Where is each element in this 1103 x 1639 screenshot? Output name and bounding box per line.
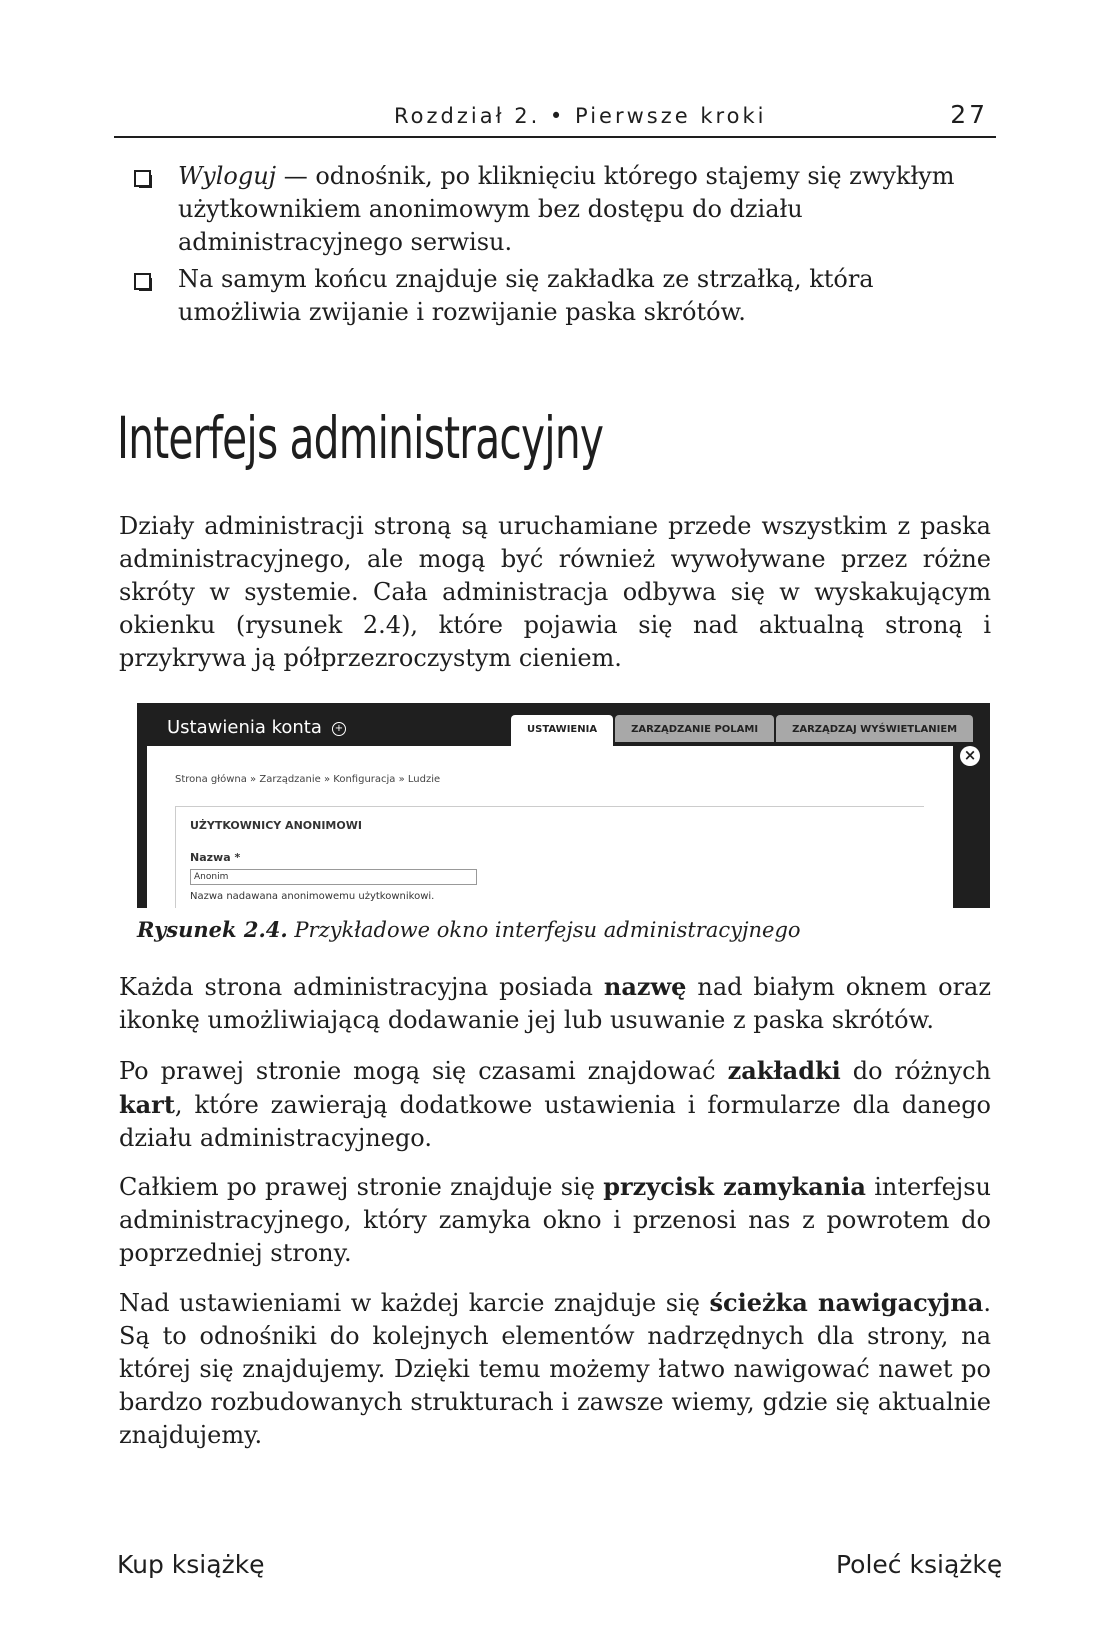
bullet-lead: Wyloguj	[178, 162, 277, 190]
bold-term: kart	[119, 1090, 175, 1119]
fieldset	[175, 806, 924, 908]
breadcrumb: Strona główna » Zarządzanie » Konfiguracja » Ludzie	[175, 774, 441, 785]
running-header	[114, 96, 996, 138]
field-description: Nazwa nadawana anonimowemu użytkownikowi.	[190, 891, 435, 902]
intro-paragraph: Działy administracji stroną są uruchamiane przede wszystkim z paska administracyjnego, ale mogą być również wywoływane przez różne skróty w systemie. Cała administracja odbywa się w wyskakującym okienku (rysunek 2.4), które pojawia się nad aktualną stroną i przykrywa ją półprzezroczystym cieniem.	[119, 512, 991, 672]
tab-settings: USTAWIENIA	[511, 715, 613, 746]
paragraph-text: Całkiem po prawej stronie znajduje się	[119, 1173, 604, 1201]
figure-window-title	[167, 717, 346, 738]
paragraph-text: , które zawierają dodatkowe ustawienia i formularze dla danego działu administracyjnego.	[119, 1091, 991, 1152]
bullet-text: — odnośnik, po kliknięciu którego stajemy się zwykłym użytkownikiem anonimowym bez dostępu do działu administracyjnego serwisu.	[178, 162, 955, 256]
paragraph	[119, 1054, 991, 1155]
bold-term: zakładki	[727, 1056, 841, 1085]
bullet-text: Na samym końcu znajduje się zakładka ze strzałką, która umożliwia zwijanie i rozwijanie paska skrótów.	[178, 265, 874, 326]
paragraph-text: do różnych	[840, 1057, 991, 1085]
caption-label: Rysunek 2.4.	[137, 917, 288, 942]
running-title: Rozdział 2. • Pierwsze kroki	[394, 104, 767, 128]
paragraph	[119, 970, 991, 1037]
bold-term: przycisk zamykania	[603, 1172, 866, 1201]
figure-screenshot	[137, 703, 990, 908]
add-shortcut-icon: +	[332, 722, 346, 736]
name-field: Anonim	[190, 869, 477, 885]
field-label: Nazwa *	[190, 851, 241, 864]
paragraph-text: . Są to odnośniki do kolejnych elementów nadrzędnych dla strony, na której się znajdujemy. Dzięki temu możemy łatwo nawigować nawet po bardzo rozbudowanych strukturach i zawsze wiemy, gdzie się aktualnie znajdujemy.	[119, 1289, 991, 1449]
paragraph-text: interfejsu administracyjnego, który zamyka okno i przenosi nas z powrotem do poprzedniej strony.	[119, 1173, 991, 1267]
buy-book-link[interactable]: Kup książkę	[117, 1550, 265, 1579]
paragraph-text: Po prawej stronie mogą się czasami znajdować	[119, 1057, 728, 1085]
paragraph	[119, 1170, 991, 1270]
bullet-list	[134, 160, 996, 333]
checkbox-bullet-icon	[134, 170, 151, 187]
fieldset-legend: UŻYTKOWNICY ANONIMOWI	[190, 819, 362, 832]
figure-title-text: Ustawienia konta	[167, 717, 322, 738]
recommend-book-link[interactable]: Poleć książkę	[836, 1550, 1003, 1579]
figure-tabs	[511, 715, 973, 746]
bold-term: ścieżka nawigacyjna	[709, 1288, 984, 1317]
bold-term: nazwę	[603, 972, 687, 1001]
list-item	[134, 160, 996, 259]
page-number: 27	[950, 100, 988, 129]
section-title: Interfejs administracyjny	[117, 404, 604, 472]
tab-manage-fields: ZARZĄDZANIE POLAMI	[615, 715, 774, 742]
close-icon: ×	[960, 746, 980, 766]
caption-text: Przykładowe okno interfejsu administracyjnego	[287, 918, 801, 942]
paragraph	[119, 1286, 991, 1452]
paragraph-text: Każda strona administracyjna posiada	[119, 973, 604, 1001]
tab-manage-display: ZARZĄDZAJ WYŚWIETLANIEM	[776, 715, 973, 742]
checkbox-bullet-icon	[134, 273, 151, 290]
paragraph-text: Nad ustawieniami w każdej karcie znajduje się	[119, 1289, 710, 1317]
figure-panel	[147, 746, 953, 908]
figure-caption	[137, 917, 801, 942]
paragraph-text: nad białym oknem oraz ikonkę umożliwiającą dodawanie jej lub usuwanie z paska skrótów.	[119, 973, 991, 1034]
list-item	[134, 263, 996, 329]
